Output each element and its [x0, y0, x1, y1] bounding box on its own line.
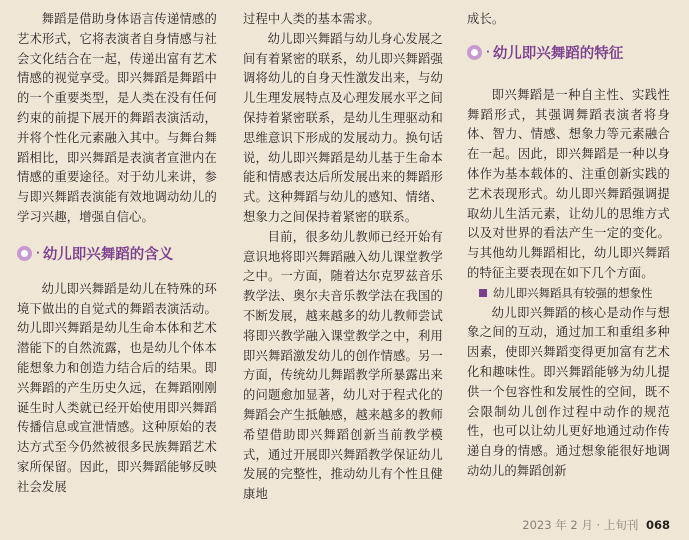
body-paragraph: 目前，很多幼儿教师已经开始有意识地将即兴舞蹈融入幼儿课堂教学之中。一方面，随着达尔克罗兹音乐教学法、奥尔夫音乐教学法在我国的不断发展，越来越多的幼儿教师尝试将即兴教学融入课堂教学之中，利用即兴舞蹈激发幼儿的创作情感。另一方面，传统幼儿舞蹈教学所暴露出来的问题愈加显著，幼儿对于程式化的舞蹈会产生抵触感，越来越多的教师希望借助即兴舞蹈创新当前教学模式，通过开展即兴舞蹈教学保证幼儿发展的完整性，推动幼儿有个性且健康地	[243, 229, 443, 502]
page-number: 068	[645, 518, 670, 532]
column-middle	[243, 10, 443, 505]
square-bullet-icon	[479, 289, 487, 297]
section-bullet-icon	[17, 246, 32, 261]
section-heading-features	[467, 38, 670, 68]
issue-date: 2023 年 2 月 · 上旬刊	[522, 518, 639, 532]
heading-dot-icon: ·	[36, 248, 40, 260]
section-bullet-icon	[467, 45, 482, 60]
section-heading-text: 幼儿即兴舞蹈的含义	[42, 247, 174, 264]
section-heading-meaning	[17, 239, 217, 269]
intro-paragraph: 舞蹈是借助身体语言传递情感的艺术形式，它将表演者自身情感与社会文化结合在一起，传递出富有艺术情感的视觉享受。即兴舞蹈是舞蹈中的一个重要类型，是人类在没有任何约束的前提下展开的舞蹈表演活动，并将个性化元素融入其中。与舞台舞蹈相比，即兴舞蹈是表演者宣泄内在情感的重要途径。对于幼儿来讲，参与即兴舞蹈表演能有效地调动幼儿的学习兴趣，增强自信心。	[17, 12, 217, 224]
subheading-imagination	[467, 284, 670, 304]
page-footer	[522, 517, 670, 533]
body-paragraph: 幼儿即兴舞蹈的核心是动作与想象之间的互动，通过加工和重组多种因素，使即兴舞蹈变得更加富有艺术化和趣味性。即兴舞蹈能够为幼儿提供一个包容性和发展性的空间，既不会限制幼儿创作过程中动作的规范性，也可以让幼儿更好地通过动作传递自身的情感。通过想象能很好地调动幼儿的舞蹈创新	[467, 305, 670, 478]
body-paragraph: 幼儿即兴舞蹈与幼儿身心发展之间有着紧密的联系，幼儿即兴舞蹈强调将幼儿的自身天性激发出来，与幼儿生理发展特点及心理发展水平之间保持着紧密联系，是幼儿生理驱动和思维意识下形成的发展动力。换句话说，幼儿即兴舞蹈是幼儿基于生命本能和情感表达后所发展出来的舞蹈形式。这种舞蹈与幼儿的感知、情绪、想象力之间保持着紧密的联系。	[243, 31, 443, 224]
subheading-text: 幼儿即兴舞蹈具有较强的想象性	[493, 285, 653, 300]
body-paragraph-continued: 成长。	[467, 12, 505, 26]
body-paragraph-continued: 过程中人类的基本需求。	[243, 12, 380, 26]
column-left	[17, 10, 217, 498]
body-paragraph: 幼儿即兴舞蹈是幼儿在特殊的环境下做出的自觉式的舞蹈表演活动。幼儿即兴舞蹈是幼儿生命本体和艺术潜能下的自然流露，也是幼儿个体本能想象力和创造力结合后的结果。即兴舞蹈的产生历史久远，在舞蹈刚刚诞生时人类就已经开始使用即兴舞蹈传播信息或宣泄情感。这种原始的表达方式至今仍然被很多民族舞蹈艺术家所保留。因此，即兴舞蹈能够反映社会发展	[17, 281, 217, 494]
body-paragraph: 即兴舞蹈是一种自主性、实践性舞蹈形式，其强调舞蹈表演者将身体、智力、情感、想象力等元素融合在一起。因此，即兴舞蹈是一种以身体作为基本载体的、注重创新实践的艺术表现形式。幼儿即兴舞蹈强调提取幼儿生活元素，让幼儿的思维方式以及对世界的看法产生一定的变化。与其他幼儿舞蹈相比，幼儿即兴舞蹈的特征主要表现在如下几个方面。	[467, 87, 670, 280]
section-heading-text: 幼儿即兴舞蹈的特征	[492, 46, 624, 63]
heading-dot-icon: ·	[486, 47, 490, 59]
column-right	[467, 10, 670, 482]
